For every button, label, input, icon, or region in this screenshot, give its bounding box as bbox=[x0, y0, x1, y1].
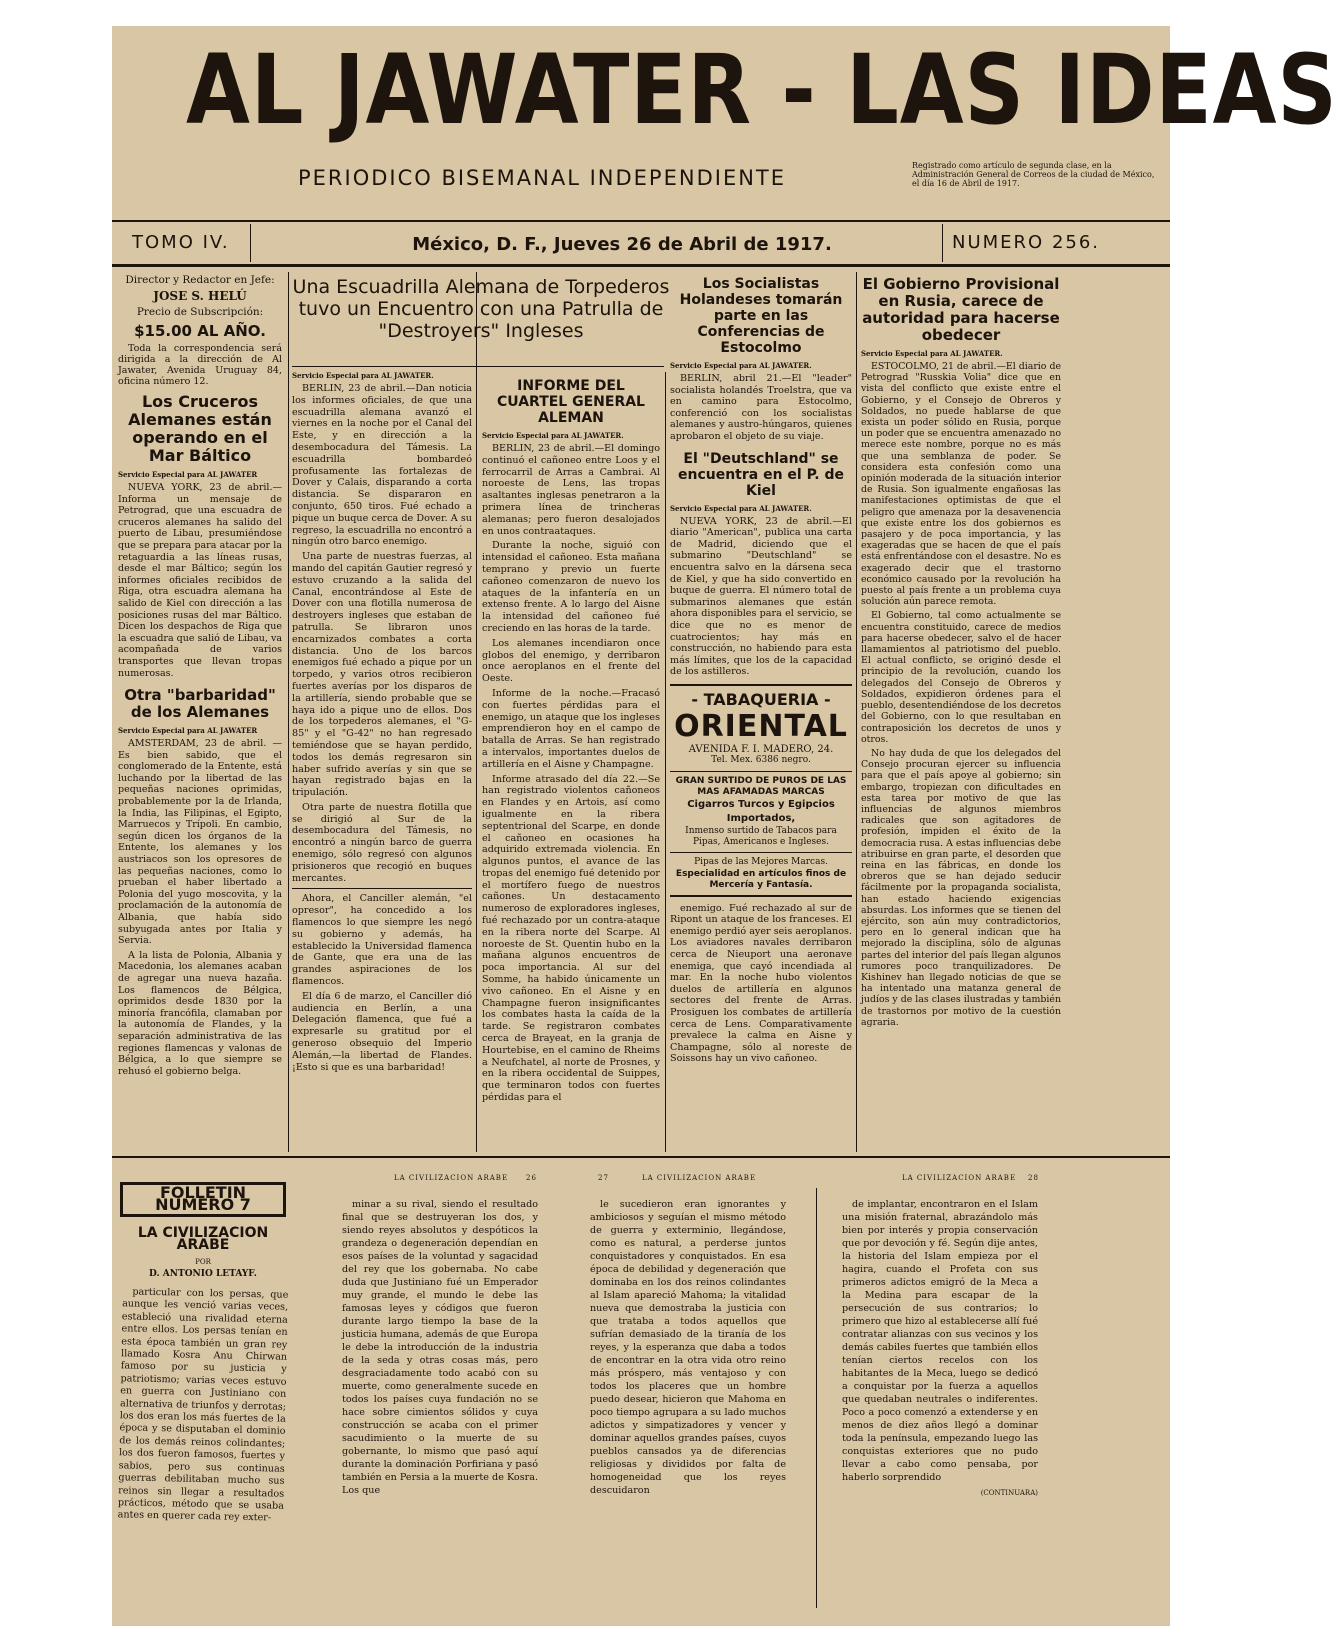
service-label: Servicio Especial para AL JAWATER. bbox=[861, 349, 1003, 358]
headline-gobierno-rusia: El Gobierno Provisional en Rusia, carece de autoridad para hacerse obedecer bbox=[862, 275, 1060, 344]
column-divider bbox=[665, 372, 666, 1152]
article-informe-p1: BERLIN, 23 de abril.—El domingo continuó el cañoneo entre Loos y el ferrocarril de Arras a Cambrai. Al noroeste de Lens, las tropas asaltantes inglesas penetraron a la primera línea de trincheras alemanas; pero fueron desalojados en unos contraataques. bbox=[482, 443, 660, 537]
ad-divider bbox=[670, 771, 852, 772]
bottom-rule bbox=[112, 264, 1170, 267]
article-informe-p2: Durante la noche, siguió con intensidad el cañoneo. Esta mañana temprano y previo un fuerte cañoneo comenzaron de nuevo los ataques de la infantería en un extenso frente. A lo largo del Aisne la intensidad del cañoneo fué creciendo en las horas de la tarde. bbox=[482, 540, 660, 634]
volume-label: TOMO IV. bbox=[132, 232, 230, 253]
issue-number: NUMERO 256. bbox=[952, 232, 1101, 253]
director-label: Director y Redactor en Jefe: bbox=[125, 274, 275, 286]
headline-deutschland: El "Deutschland" se encuentra en el P. de Kiel bbox=[677, 450, 844, 499]
article-barbaridad-body-2: A la lista de Polonia, Albania y Macedonia, los alemanes acaban de agregar una nueva hazaña. Los flamencos de Bélgica, oprimidos desde 1830 por la minoría francófila, clamaban por la autonomía de Flandes, y la separación administrativa de las regiones flamencas y valonas de Bélgica, a lo que siempre se rehusó el gobierno belga. bbox=[118, 949, 282, 1077]
headline-informe: INFORME DEL CUARTEL GENERAL ALEMAN bbox=[497, 378, 645, 426]
folletin-top-rule bbox=[112, 1156, 1170, 1158]
ad-address: AVENIDA F. I. MADERO, 24. bbox=[688, 743, 834, 755]
ad-line-5: Especialidad en artículos finos de Mercería y Fantasía. bbox=[675, 868, 847, 890]
article-rusia-p3: No hay duda de que los delegados del Consejo procuran ejercer su influencia para que el país apoye al gobierno; sin embargo, tropiezan con dificultades en esta tarea por motivo de que las influencias de algunos miembros radicales que son agitadores de profesión, impiden el éxito de la democracia rusa. A estas influencias debe atribuirse en gran parte, el desorden que reina en las fábricas, en donde los obreros que se han dejado seducir fácilmente por la propaganda socialista, han estado haciendo exigencias absurdas. Los informes que se tienen del ejército, son aún muy contradictorios, pero en lo general indican que ha mejorado la disciplina, sólo de algunas partes del interior del país llegan algunos rumores poco tranquilizadores. De Kishinev han llegado noticias de que se ha intentado una matanza general de judíos y de las clases ilustradas y también de trastornos por motivo de la cuestión agraria. bbox=[861, 747, 1062, 1028]
article-cruceros-body: NUEVA YORK, 23 de abril.—Informa un mensaje de Petrograd, que una escuadra de cruceros alemanes ha salido del puerto de Libau, presumiéndose que se prepara para atacar por la retaguardia a las líneas rusas, desde el mar Báltico; según los informes oficiales recibidos de Riga, otra escuadra alemana ha salido de Kiel con dirección a las posiciones rusas del mar Báltico. Dicen los despachos de Riga que la escuadra que salió de Libau, va acompañada de varios transportes que llevan tropas numerosas. bbox=[118, 482, 282, 679]
folletin-text-3: le sucedieron eran ignorantes y ambiciosos y seguían el mismo método de guerra y exterminio, llegándose, como es natural, a perderse juntos conquistadores y conquistados. En esa época de debilidad y degeneración que dominaba en los dos reinos colindantes al Islam apareció Mahoma; la vitalidad nueva que demostraba la justicia con que trataba a todos aquellos que sufrían demasiado de la tiranía de los reyes, y la esperanza que daba a todos de encontrar en la otra vida otro reino más próspero, más ventajoso y con todos los placeres que un hombre puedo desear, hicieron que Mahoma en poco tiempo agrupara a su lado muchos adictos y simpatizadores y vencer y dominar aquellos grandes países, cuyos pueblos cansados ya de diferencias religiosas y divididos por falta de homogeneidad que los reyes descuidaron bbox=[590, 1199, 786, 1496]
folletin-column-3 bbox=[590, 1198, 786, 1500]
folletin-author: D. ANTONIO LETAYF. bbox=[149, 1269, 257, 1280]
column-5 bbox=[861, 274, 1061, 1031]
headline-socialistas: Los Socialistas Holandeses tomarán parte en las Conferencias de Estocolmo bbox=[679, 276, 843, 356]
folletin-column-4 bbox=[842, 1198, 1038, 1503]
masthead-title: AL JAWATER - LAS IDEAS bbox=[186, 34, 1338, 146]
article-barbaridad-body: AMSTERDAM, 23 de abril. — Es bien sabido, que el conglomerado de la Entente, está luchando por la libertad de las pequeñas naciones oprimidas, probablemente por la de Irlanda, la India, las Filipinas, el Egipto, Marruecos y Trípoli. En cambio, según dicen los órganos de la Entente, los alemanes y los austriacos son los opresores de las pequeñas naciones, como lo prueban el haber libertado a Polonia del yugo moscovita, y la proclamación de la autonomía de Albania, que había sido subyugada antes por Italia y Servia. bbox=[118, 738, 282, 947]
page-number: 27 bbox=[598, 1174, 609, 1182]
folletin-title: LA CIVILIZACION ARABE bbox=[137, 1224, 269, 1254]
infobar-divider bbox=[942, 224, 943, 262]
ad-line-3: Inmenso surtido de Tabacos para Pipas, Americanos e Ingleses. bbox=[685, 826, 837, 848]
ad-name: ORIENTAL bbox=[674, 708, 848, 744]
ad-kicker: - TABAQUERIA - bbox=[691, 689, 831, 709]
folletin-column-1 bbox=[117, 1182, 289, 1527]
column-divider bbox=[856, 272, 857, 1152]
folletin-column-2 bbox=[342, 1198, 538, 1500]
column-3 bbox=[482, 372, 660, 1107]
article-escuadrilla-p2: Una parte de nuestras fuerzas, al mando del capitán Gautier regresó y estuvo cruzando a la salida del Canal, encontrándose al Este de Dover con una flotilla numerosa de destroyers ingleses que estaban de patrulla. Se libraron unos encarnizados combates a corta distancia. Uno de los barcos enemigos fué echado a pique por un torpedo, y varios otros recibieron fuertes averías por los disparos de la artillería, siendo probable que se haya ido a pique uno de ellos. Dos de los torpederos alemanes, el "G-85" y el "G-42" no han regresado temiéndose que se hayan perdido, todos los demás regresaron sin haber sufrido averías y sin que se hayan registrado bajas en la tripulación. bbox=[292, 551, 472, 799]
ad-line-2: Cigarros Turcos y Egipcios Importados, bbox=[687, 799, 835, 825]
running-head: LA CIVILIZACION ARABE bbox=[394, 1174, 509, 1182]
service-label: Servicio Especial para AL JAWATER. bbox=[670, 361, 812, 370]
folletin-text-1: particular con los persas, que aunque les venció varias veces, estableció una rivalidad eterna entre ellos. Los persas tenían en esta época también un gran rey llamado Kosra Anu Chirwan famoso por su justicia y patriotismo; varias veces estuvo en guerra con Justiniano con alternativa de triunfos y derrotas; los dos eran los más fuertes de la época y se disputaban el dominio de los demás reinos colindantes; los dos fueron famosos, fuertes y sabios, pero sus continuas guerras debilitaban mucho sus reinos sin llegar a resultados prácticos, método que se usaba antes en querer cada rey exter- bbox=[117, 1286, 289, 1525]
registration-note: Registrado como artículo de segunda clase, en la Administración General de Correos de la ciudad de México, el día 16 de Abril de 1917. bbox=[912, 161, 1155, 188]
article-informe-p4: Informe de la noche.—Fracasó con fuertes pérdidas para el enemigo, un ataque que los ingleses emprendieron hoy en el campo de batalla de Arras. Se han registrado a intervalos, importantes duelos de artillería en el Aisne y Champagne. bbox=[482, 687, 660, 770]
price-label: Precio de Subscripción: bbox=[136, 306, 264, 318]
article-informe-p3: Los alemanes incendiaron once globos del enemigo, y derribaron once aeroplanos en el frente del Oeste. bbox=[482, 637, 660, 685]
running-head: LA CIVILIZACION ARABE bbox=[902, 1174, 1017, 1182]
headline-escuadrilla: Una Escuadrilla Alemana de Torpederos tuvo un Encuentro con una Patrulla de "Destroyers" Ingleses bbox=[292, 276, 670, 342]
article-deutschland-body: NUEVA YORK, 23 de abril.—El diario "American", publica una carta de Madrid, diciendo que el submarino "Deutschland" se encuentra salvo en la dársena seca de Kiel, y que ha sido convertido en buque de guerra. El número total de submarinos alemanes que están ahora disponibles para el servicio, se dice que no es menor de cuatrocientos; hay más en construcción, no habiendo para esta más límites, que los de la capacidad de los astilleros. bbox=[670, 515, 852, 678]
tabaqueria-ad bbox=[670, 684, 852, 897]
article-rusia-p1: ESTOCOLMO, 21 de abril.—El diario de Petrograd "Russkia Volia" dice que en vista del conflicto que existe entre el Gobierno, y el Consejo de Obreros y Soldados, no puede hablarse de que exista un poder sólido en Rusia, porque un poder que se encuentra amenazado no merece este nombre, porque no es más que una semblanza de poder. Se considera esta confesión como una opinión moderada de la situación interior de Rusia. Son igualmente engañosas las manifestaciones optimistas de que el peligro que amenaza por la desavenencia que existe entre los dos gobiernos es pasajero y de poca importancia, y las exageradas que se hacen de que el país está enfrentándose con el desastre. No es exagerado decir que el trastorno económico causado por la revolución ha puesto al país frente a un problema cuya solución aún parece remota. bbox=[861, 361, 1061, 608]
service-label: Servicio Especial para AL JAWATER. bbox=[292, 371, 434, 380]
page-number: 26 bbox=[526, 1174, 537, 1182]
folletin-number-box: FOLLETIN NUMERO 7 bbox=[120, 1182, 286, 1217]
article-rusia-p2: El Gobierno, tal como actualmente se encuentra constituido, carece de medios para hacerse obedecer, salvo el de hacer llamamientos al patriotismo del pueblo. El actual conflicto, se originó desde el principio de la revolución, cuando los delegados del Consejo de Obreros y Soldados, expidieron órdenes para el pueblo, desentendiéndose de los decretos del Gobierno, con lo que resultaban en contraposición los decretos de unos y otros. bbox=[861, 610, 1061, 745]
article-informe-p5: Informe atrasado del día 22.—Se han registrado violentos cañoneos en Flandes y en Artois, así como igualmente en la ribera septentrional del Scarpe, en donde el cañoneo en ocasiones ha adquirido extremada violencia. En algunos puntos, el avance de las tropas del enemigo fué detenido por el mortífero fuego de nuestros cañones. Un destacamento numeroso de exploradores ingleses, fué rechazado por un contra-ataque en la ribera norte del Scarpe. Al noroeste de St. Quentin hubo en la mañana algunos encuentros de poca importancia. Al sur del Somme, ha habido únicamente un vivo cañoneo. En el Aisne y en Champagne fueron insignificantes los combates hasta la caída de la tarde. Se registraron combates cerca de Brayeat, en la granja de Hourtebise, en el camino de Rheims a Neufchatel, al norte de Prosnes, y en la ribera occidental de Suippes, que terminaron todos con fuertes pérdidas para el bbox=[482, 773, 660, 1104]
subscription-price: $15.00 AL AÑO. bbox=[134, 322, 266, 340]
headline-cruceros: Los Cruceros Alemanes están operando en el Mar Báltico bbox=[128, 392, 272, 465]
folletin-by: POR bbox=[195, 1257, 211, 1266]
correspondence-note: Toda la correspondencia será dirigida a la dirección de Al Jawater, Avenida Uruguay 84, oficina número 12. bbox=[118, 343, 282, 387]
service-label: Servicio Especial para AL JAWATER bbox=[118, 470, 258, 479]
service-label: Servicio Especial para AL JAWATER bbox=[118, 726, 258, 736]
continuara-label: (CONTINUARA) bbox=[980, 1489, 1038, 1497]
folletin-divider bbox=[816, 1188, 817, 1608]
service-label: Servicio Especial para AL JAWATER. bbox=[670, 503, 812, 513]
headline-barbaridad: Otra "barbaridad" de los Alemanes bbox=[124, 686, 276, 722]
column-2 bbox=[292, 372, 472, 1076]
ad-line-4: Pipas de las Mejores Marcas. bbox=[694, 857, 828, 868]
article-barbaridad-continued-p5: El día 6 de marzo, el Canciller dió audiencia en Berlín, a una Delegación flamenca, que fué a expresarle su gratitud por el generoso obsequio del Imperio Alemán,—la libertad de Flandes. ¡Esto si que es una barbaridad! bbox=[292, 990, 472, 1073]
ad-line-1: GRAN SURTIDO DE PUROS DE LAS MAS AFAMADAS MARCAS bbox=[675, 776, 847, 798]
ad-divider bbox=[670, 852, 852, 853]
column-divider bbox=[288, 272, 289, 1152]
divider bbox=[292, 888, 472, 889]
service-label: Servicio Especial para AL JAWATER. bbox=[482, 431, 624, 440]
infobar-divider bbox=[250, 224, 251, 262]
director-name: JOSE S. HELÚ bbox=[153, 289, 247, 303]
ad-phone: Tel. Mex. 6386 negro. bbox=[711, 755, 811, 766]
folletin-text-2: minar a su rival, siendo el resultado final que se destruyeran los dos, y siendo reyes absolutos y despóticos la grandeza o degeneración dependían en esos países de la voluntad y sagacidad del rey que los gobernaba. No cabe duda que Justiniano fué un Emperador muy grande, el mundo le debe las famosas leyes y códigos que fueron durante largo tiempo la base de la justicia humana, además de que Europa le debe la introducción de la industria de la seda y otras cosas más, pero desgraciadamente todo acabó con su muerte, como generalmente sucede en todos los países cuya fundación no se hace sobre cimientos sólidos y cuya construcción se acaba con el primer sacudimiento o la muerte de su gobernante, lo mismo que pasó aquí durante la dominación Porfiriana y pasó también en Persia a la muerte de Kosra. Los que bbox=[342, 1199, 538, 1496]
page-number: 28 bbox=[1028, 1174, 1039, 1182]
article-barbaridad-continued-p4: Ahora, el Canciller alemán, "el opresor", ha concedido a los flamencos lo que siempre les negó su gobierno y además, ha establecido la Universidad flamenca de Gante, que era una de las grandes aspiraciones de los flamencos. bbox=[292, 893, 472, 988]
running-head: LA CIVILIZACION ARABE bbox=[642, 1174, 757, 1182]
folletin-section bbox=[112, 1174, 1170, 1624]
top-rule bbox=[112, 220, 1170, 222]
headline-rule bbox=[292, 366, 664, 367]
masthead-subtitle: PERIODICO BISEMANAL INDEPENDIENTE bbox=[297, 166, 787, 190]
article-informe-continued: enemigo. Fué rechazado al sur de Ripont un ataque de los franceses. El enemigo perdió ayer seis aeroplanos. Los aviadores navales derribaron cerca de Nieuport una aeronave enemiga, que cayó incendiada al mar. En la noche hubo violentos duelos de artillería en algunos sectores del frente de Arras. Prosiguen los combates de artillería cerca de Lens. Comparativamente prevalece la calma en Aisne y Champagne, sólo al noreste de Soissons hay un vivo cañoneo. bbox=[670, 902, 852, 1065]
article-escuadrilla-p3: Otra parte de nuestra flotilla que se dirigió al Sur de la desembocadura del Támesis, no encontró a ningún barco de guerra enemigo, sólo regresó con algunos prisioneros que recogió en buques mercantes. bbox=[292, 801, 472, 884]
column-divider bbox=[476, 272, 477, 1152]
issue-date: México, D. F., Jueves 26 de Abril de 1917. bbox=[412, 234, 832, 255]
article-escuadrilla-p1: BERLIN, 23 de abril.—Dan noticia los informes oficiales, de que una escuadrilla alemana avanzó el viernes en la noche por el Canal del Este, y en dirección a la desembocadura del Támesis. La escuadrilla bombardeó profusamente las fortalezas de Dover y Calais, disparando a corta distancia. Se dispararon en conjunto, 650 tiros. Fué echado a pique un buque cerca de Dover. A su regreso, la escuadrilla no encontró a ningún otro barco enemigo. bbox=[292, 383, 472, 548]
newspaper-page bbox=[112, 26, 1338, 1626]
article-socialistas-body: BERLIN, abril 21.—El "leader" socialista holandés Troelstra, que va en camino para Estocolmo, conferenció con los socialistas alemanes y austro-húngaros, quienes aprobaron el objeto de su viaje. bbox=[670, 373, 852, 442]
folletin-text-4: de implantar, encontraron en el Islam una misión fraternal, abrazándolo más bien por interés y propia conservación que por devoción y fé. Según dije antes, la historia del Islam empieza por el hagira, cuando el Profeta con sus primeros adictos emigró de la Meca a la Medina para escapar de la persecución de sus contrarios; lo primero que hizo al establecerse allí fué contratar alianzas con sus vecinos y los demás cabiles fuertes que también ellos tenían ciertos recelos con los habitantes de la Meca, luego se dedicó a conquistar por la fuerza a aquellos que quedaban neutrales o indiferentes. Poco a poco comenzó a extenderse y en menos de diez años llegó a dominar toda la península, empezando luego las conquistas exteriores que no pudo llevar a cabo como pensaba, por haberlo sorprendido bbox=[842, 1199, 1038, 1483]
column-1 bbox=[118, 274, 282, 1080]
column-4 bbox=[670, 274, 852, 1068]
